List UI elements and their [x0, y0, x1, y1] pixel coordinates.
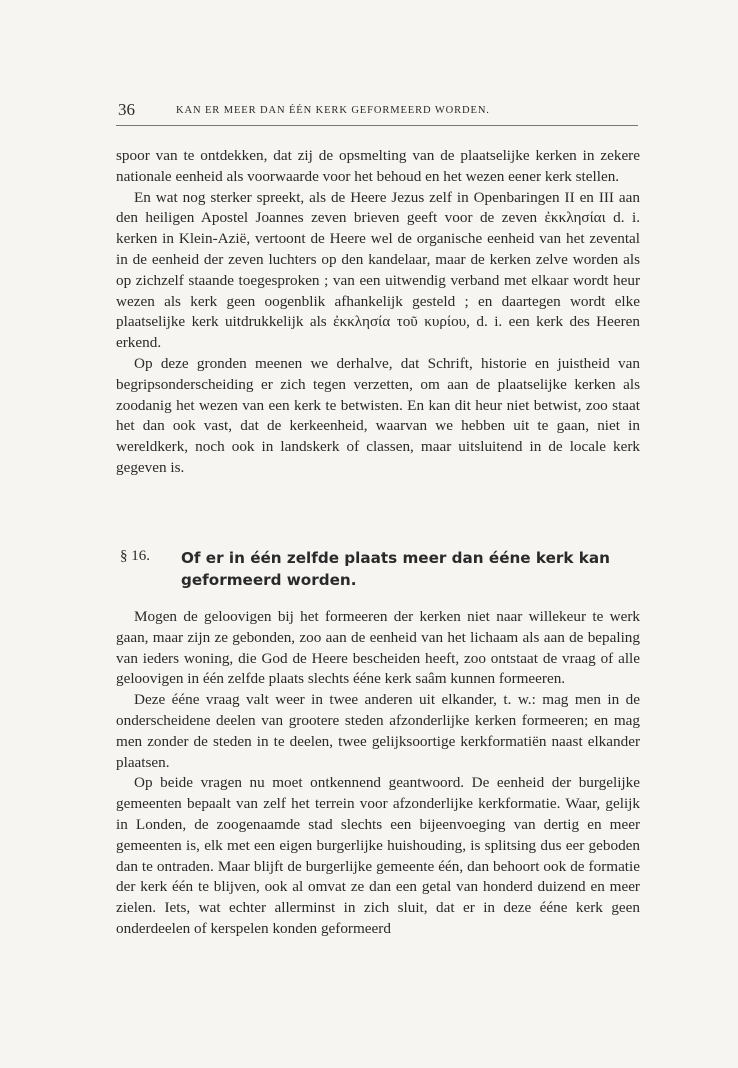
header-rule [116, 125, 638, 126]
page-number: 36 [118, 100, 135, 119]
paragraph: spoor van te ontdekken, dat zij de opsmelting van de plaatselijke kerken in zekere nationale eenheid als voorwaarde voor het behoud en het wezen eener kerk stellen. [116, 147, 640, 185]
section-title: Of er in één zelfde plaats meer dan éénе kerk kan geformeerd worden. [181, 549, 610, 589]
paragraph: Mogen de geloovigen bij het formeeren der kerken niet naar willekeur te werk gaan, maar zijn ze gebonden, zoo aan de eenheid van het lichaam als aan de bepaling van ieders woning, die God de Heere bescheiden heeft, zoo ontstaat de vraag of alle geloovigen in één zelfde plaats slechts éénе kerk saâm kunnen formeeren. [116, 608, 640, 688]
section-number: § 16. [120, 548, 150, 564]
paragraph: Op deze gronden meenen we derhalve, dat Schrift, historie en juistheid van begripsonderscheiding er zich tegen verzetten, om aan de plaatselijke kerken als zoodanig het wezen van een kerk te betwisten. En kan dit heur niet betwist, zoo staat het dan ook vast, dat de kerkeenheid, waarvan we hebben uit te gaan, niet in wereldkerk, noch ook in landskerk of classen, maar uitsluitend in de locale kerk gegeven is. [116, 354, 640, 476]
paragraph: Op beide vragen nu moet ontkennend geantwoord. De eenheid der burgelijke gemeenten bepaalt van zelf het terrein voor afzonderlijke kerkformatie. Waar, gelijk in Londen, de zoogenaamde stad slechts een bijeenvoeging van dertig en meer gemeenten is, elk met een eigen burgerlijke huishouding, is splitsing dus eer geboden dan te ontraden. Maar blijft de burgerlijke gemeente één, dan behoort ook de formatie der kerk één te blijven, ook al omvat ze dan een getal van honderd duizend en meer zielen. Iets, wat echter allerminst in zich sluit, dat er in deze éénе kerk geen onderdeelen of kerspelen konden geformeerd [116, 774, 640, 937]
running-title: KAN ER MEER DAN ÉÉN KERK GEFORMEERD WORDEN. [176, 105, 490, 116]
body-text-bottom [116, 607, 640, 940]
section-heading [120, 547, 642, 591]
body-text-top [116, 146, 640, 479]
paragraph: Deze éénе vraag valt weer in twee anderen uit elkander, t. w.: mag men in de onderscheidene deelen van grootere steden afzonderlijke kerken formeeren; en mag men zonder de steden in te deelen, twee gelijksoortige kerkformatiën naast elkander plaatsen. [116, 691, 640, 771]
paragraph: En wat nog sterker spreekt, als de Heere Jezus zelf in Openbaringen II en III aan den heiligen Apostel Joannes zeven brieven geeft voor de zeven ἐκκλησίαι d. i. kerken in Klein-Azië, vertoont de Heere wel de organische eenheid van het zevental in de eenheid der zeven luchters op den kandelaar, maar de kerken zelve worden als op zichzelf staande toegesproken ; van een uitwendig verband met elkaar wordt heur wezen als kerk geen oogenblik afhankelijk gesteld ; en daartegen wordt elke plaatselijke kerk uitdrukkelijk als ἐκκλησία τοῦ κυρίου, d. i. een kerk des Heeren erkend. [116, 188, 640, 352]
